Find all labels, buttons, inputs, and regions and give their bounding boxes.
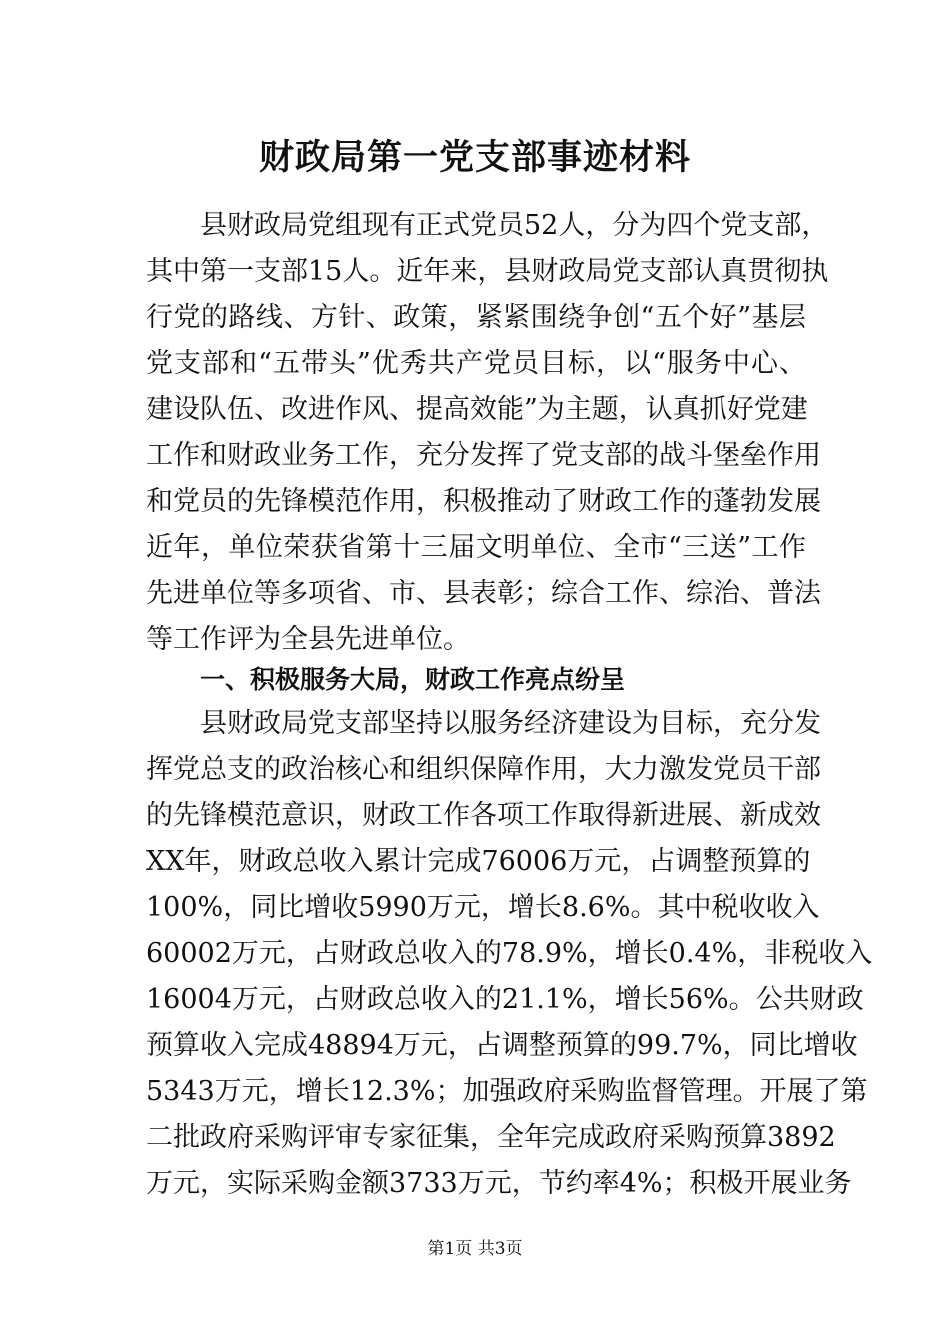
text-line: 的先锋模范意识，财政工作各项工作取得新进展、新成效 bbox=[146, 800, 821, 831]
text-line: XX年，财政总收入累计完成76006万元，占调整预算的 bbox=[146, 846, 811, 877]
text-line: 二批政府采购评审专家征集，全年完成政府采购预算3892 bbox=[146, 1122, 836, 1153]
text-line: 万元，实际采购金额3733万元，节约率4%；积极开展业务 bbox=[146, 1168, 852, 1199]
text-line: 挥党总支的政治核心和组织保障作用，大力激发党员干部 bbox=[146, 754, 821, 785]
text-line: 100%，同比增收5990万元，增长8.6%。其中税收收入 bbox=[146, 892, 820, 923]
text-line: 行党的路线、方针、政策，紧紧围绕争创“五个好”基层 bbox=[146, 302, 806, 333]
page-title: 财政局第一党支部事迹材料 bbox=[258, 138, 691, 178]
text-line: 建设队伍、改进作风、提高效能”为主题，认真抓好党建 bbox=[146, 394, 808, 425]
page-footer: 第1页 共3页 bbox=[427, 1239, 523, 1259]
text-line: 和党员的先锋模范作用，积极推动了财政工作的蓬勃发展 bbox=[146, 486, 821, 517]
text-line: 近年，单位荣获省第十三届文明单位、全市“三送”工作 bbox=[146, 532, 806, 563]
text-line: 县财政局党支部坚持以服务经济建设为目标，充分发 bbox=[200, 708, 821, 739]
text-line: 60002万元，占财政总收入的78.9%，增长0.4%，非税收入 bbox=[146, 938, 873, 969]
text-line: 16004万元，占财政总收入的21.1%，增长56%。公共财政 bbox=[146, 984, 864, 1015]
text-line: 县财政局党组现有正式党员52人，分为四个党支部， bbox=[200, 210, 829, 241]
section-heading: 一、积极服务大局，财政工作亮点纷呈 bbox=[200, 665, 626, 694]
text-line: 5343万元，增长12.3%；加强政府采购监督管理。开展了第 bbox=[146, 1076, 868, 1107]
text-line: 其中第一支部15人。近年来，县财政局党支部认真贯彻执 bbox=[146, 256, 829, 287]
text-line: 预算收入完成48894万元，占调整预算的99.7%，同比增收 bbox=[146, 1030, 858, 1061]
text-line: 先进单位等多项省、市、县表彰；综合工作、综治、普法 bbox=[146, 578, 821, 609]
text-line: 党支部和“五带头”优秀共产党员目标，以“服务中心、 bbox=[146, 348, 806, 379]
text-line: 工作和财政业务工作，充分发挥了党支部的战斗堡垒作用 bbox=[146, 440, 821, 471]
text-line: 等工作评为全县先进单位。 bbox=[146, 624, 470, 655]
